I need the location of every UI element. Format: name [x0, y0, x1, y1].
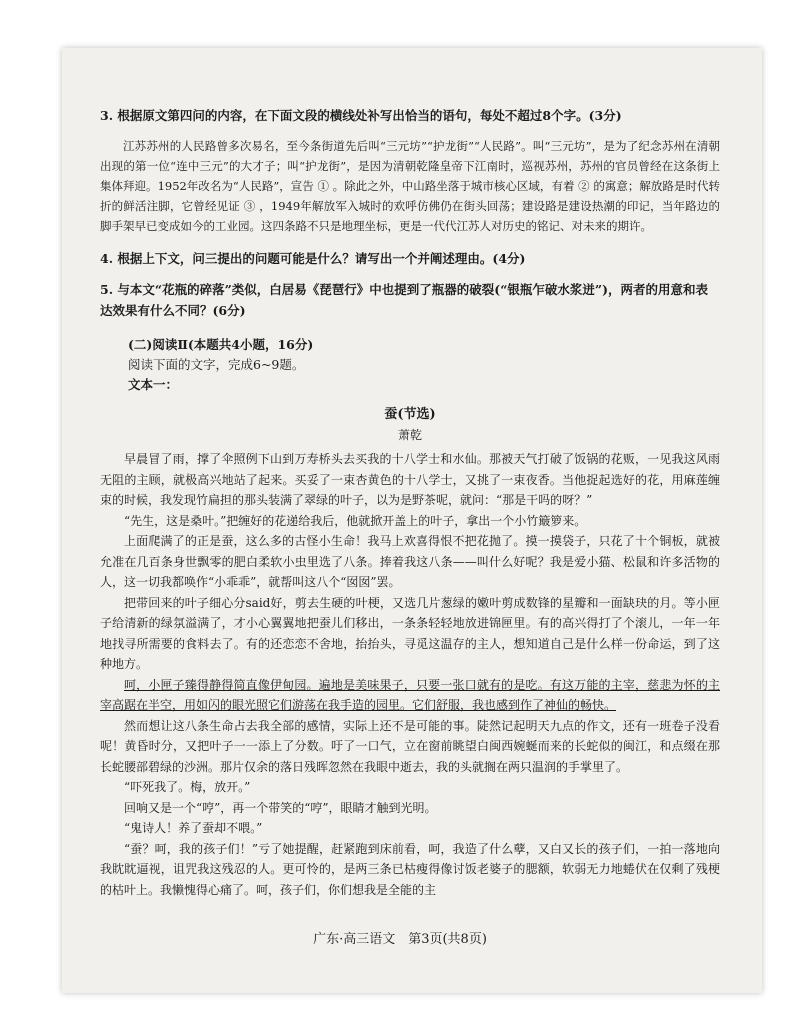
question-5: 5. 与本文“花瓶的碎落”类似，白居易《琵琶行》中也提到了瓶器的破裂(“银瓶乍破水浆迸”)，两者的用意和表达效果有什么不同？(6分): [100, 282, 708, 318]
passage-paragraph: 早晨冒了雨，撑了伞照例下山到万寿桥头去买我的十八学士和水仙。那被天气打破了饭锅的花贩，一见我这风雨无阻的主顾，就极高兴地站了起来。买妥了一束杏黄色的十八学士，又挑了一束夜香。当他捉起选好的花，用麻莲缠束的时候，我发现竹扁担的那头装满了翠绿的叶子，以为是野茶呢，就问：“那是干吗的呀？”: [100, 452, 720, 507]
section-instruction: 阅读下面的文字，完成6~9题。: [128, 357, 305, 372]
passage-title: 蚕(节选): [384, 407, 436, 422]
passage-author: 萧乾: [397, 428, 422, 442]
passage-paragraph: 把带回来的叶子细心分said好，剪去生硬的叶梗，又选几片葱绿的嫩叶剪成数锋的星瓣和一面缺玦的月。等小匣子给清新的绿氛溢满了，才小心翼翼地把蚕儿们移出，一条条轻轻地放进锦匣里。有的高兴得打了个滚儿，一年一年地找寻所需要的食料去了。有的还恋恋不舍地，抬抬头，寻觅这温存的主人，想知道自己是什么样一份命运，到了这种地方。: [100, 595, 720, 671]
section-heading: (二)阅读Ⅱ(本题共4小题，16分): [128, 337, 314, 352]
passage-paragraph: “先生，这是桑叶。”把缠好的花递给我后，他就掀开盖上的叶子，拿出一个小竹簸箩来。: [124, 513, 587, 528]
passage-paragraph: 上面爬满了的正是蚕，这么多的古怪小生命！我马上欢喜得恨不把花抛了。摸一摸袋子，只花了十个铜板，就被允准在几百条身世飘零的肥白柔软小虫里选了八条。捧着我这八条——叫什么好呢？我是爱小猫、松鼠和许多活物的人，这一切我都唤作“小乖乖”，就帮叫这八个“囡囡”罢。: [100, 534, 720, 589]
page-footer: 广东·高三语文 第3页(共8页): [313, 932, 487, 947]
passage-paragraph: 回响又是一个“哼”，再一个带笑的“哼”，眼睛才触到光明。: [124, 800, 437, 815]
question-3: 3. 根据原文第四问的内容，在下面文段的横线处补写出恰当的语句，每处不超过8个字。(3分): [100, 108, 622, 123]
page-content: [100, 105, 720, 900]
passage-paragraph: “蚕？呵，我的孩子们！”亏了她提醒，赶紧跑到床前看，呵，我造了什么孽，又白又长的孩子们，一拍一落地向我眈眈逼视，诅咒我这残忍的人。更可怜的，是两三条已枯瘦得像讨饭老婆子的腮额，软弱无力地蜷伏在仅剩了残梗的枯叶上。我懒愧得心痛了。呵，孩子们，你们想我是全能的主: [100, 841, 720, 897]
passage-paragraph: “吓死我了。梅，放开。”: [124, 780, 251, 794]
question-4: 4. 根据上下文，问三提出的问题可能是什么？请写出一个并阐述理由。(4分): [100, 251, 526, 266]
passage-paragraph-underlined: 呵，小匣子臻得静得简直像伊甸园。遍地是美味果子，只要一张口就有的是吃。有这万能的主宰，慈悲为怀的主宰高踞在半空，用如闪的眼光照它们游荡在我手造的园里。它们舒服，我也感到作了神仙的畅快。: [100, 677, 720, 712]
text-one-label: 文本一：: [128, 377, 179, 392]
passage-paragraph: 然而想让这八条生命占去我全部的感情，实际上还不是可能的事。陡然记起明天九点的作文，还有一班卷子没看呢！黄昏时分，又把叶子一一添上了分数。吁了一口气，立在窗前眺望白闽西婉蜒而来的长蛇似的闽江，和点缀在那长蛇腰部碧绿的沙洲。那片仅余的落日残晖忽然在我眼中逝去，我的头就搁在两只温润的手掌里了。: [100, 718, 720, 774]
question-3-passage: 江苏苏州的人民路曾多次易名，至今条街道先后叫“三元坊”“护龙街”“人民路”。叫“三元坊”，是为了纪念苏州在清朝出现的第一位“连中三元”的大才子；叫“护龙街”，是因为清朝乾隆皇帝下江南时，巡视苏州，苏州的官员曾经在这条街上集体拜迎。1952年改名为“人民路”，宣告 ① 。除此之外，中山路坐落于城市核心区域，有着 ② 的寓意；解放路是时代转折的鲜活注脚，它曾经见证 ③ ，1949年解放军入城时的欢呼仿佛仍在街头回荡；建设路是建设热潮的印记，当年路边的脚手架早已变成如今的工业园。这四条路不只是地理坐标，更是一代代江苏人对历史的铭记、对未来的期许。: [100, 139, 720, 233]
passage-paragraph: “鬼诗人！养了蚕却不喂。”: [124, 821, 263, 835]
